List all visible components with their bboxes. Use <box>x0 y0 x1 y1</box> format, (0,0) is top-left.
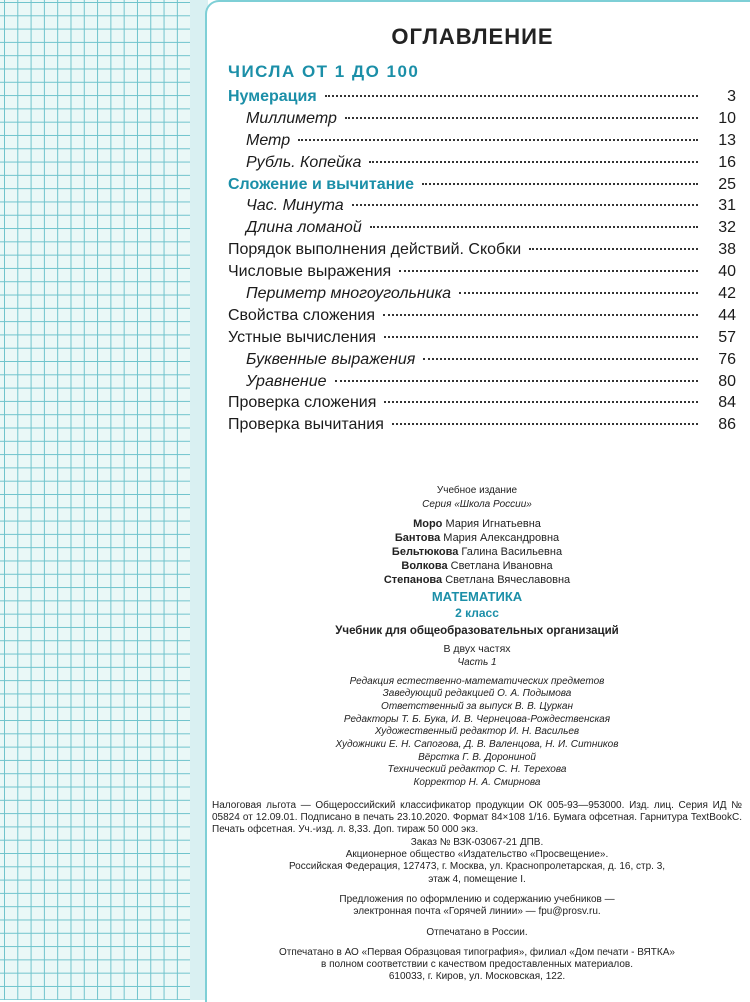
leader-dots <box>459 292 698 294</box>
subject-title: МАТЕМАТИКА <box>431 589 523 604</box>
author-line <box>212 517 742 531</box>
printer-line: Отпечатано в АО «Первая Образцовая типография», филиал «Дом печати - ВЯТКА» <box>279 946 675 958</box>
toc-entry <box>228 263 736 285</box>
leader-dots <box>325 95 698 97</box>
credits-list <box>212 676 742 790</box>
printed-in: Отпечатано в России. <box>426 926 528 938</box>
part-label: Часть 1 <box>457 657 497 668</box>
credit-line: Художники Е. Н. Сапогова, Д. В. Валенцова, Н. И. Ситников <box>335 739 619 751</box>
toc-entry-page: 80 <box>718 372 736 390</box>
toc-entry <box>228 307 736 329</box>
toc-entry <box>228 88 736 110</box>
toc-entry-label: Нумерация <box>228 88 317 105</box>
credit-line: Корректор Н. А. Смирнова <box>413 777 541 789</box>
toc-entry-page: 84 <box>718 394 736 412</box>
toc-entry-page: 10 <box>718 109 736 127</box>
toc-entry <box>228 154 736 176</box>
toc-entry-page: 86 <box>718 416 736 434</box>
proposal-line: Предложения по оформлению и содержанию учебников — <box>339 893 615 905</box>
toc-entry <box>228 416 736 438</box>
credit-line: Редакторы Т. Б. Бука, И. В. Чернецова-Рождественская <box>343 713 611 725</box>
toc-entry <box>228 110 736 132</box>
chapter-heading: ЧИСЛА ОТ 1 ДО 100 <box>228 62 420 81</box>
toc-entry <box>228 241 736 263</box>
toc-entry-page: 32 <box>718 219 736 237</box>
author-list <box>212 517 742 587</box>
toc-entry-label: Длина ломаной <box>246 219 362 237</box>
author-surname: Бантова <box>394 532 441 544</box>
author-name: Галина Васильевна <box>461 546 563 558</box>
proposal-line: электронная почта «Горячей линии» — fpu@prosv.ru. <box>353 906 601 918</box>
leader-dots <box>423 358 698 360</box>
toc-entry-page: 38 <box>718 241 736 259</box>
leader-dots <box>392 423 698 425</box>
publisher-line: этаж 4, помещение I. <box>428 873 526 885</box>
author-surname: Моро <box>413 518 443 530</box>
leader-dots <box>399 270 698 272</box>
toc-entry <box>228 285 736 307</box>
toc-entry-label: Уравнение <box>246 372 327 390</box>
toc-title: ОГЛАВЛЕНИЕ <box>391 24 554 49</box>
toc-entry <box>228 197 736 219</box>
toc-entry <box>228 351 736 373</box>
proposals-block <box>212 894 742 919</box>
credit-line: Заведующий редакцией О. А. Подымова <box>382 688 572 700</box>
author-name: Мария Игнатьевна <box>445 518 541 530</box>
author-line <box>212 559 742 573</box>
author-surname: Степанова <box>383 574 443 586</box>
toc-entry <box>228 394 736 416</box>
credit-line: Редакция естественно-математических предметов <box>349 675 605 687</box>
toc-entry-label: Устные вычисления <box>228 328 377 346</box>
toc-entry-page: 40 <box>718 263 736 281</box>
toc-entry-label: Рубль. Копейка <box>246 153 362 171</box>
leader-dots <box>345 117 698 119</box>
publisher-line: Российская Федерация, 127473, г. Москва, ул. Краснопролетарская, д. 16, стр. 3, <box>288 861 666 873</box>
toc-entry-label: Миллиметр <box>246 109 337 127</box>
printer-line: 610033, г. Киров, ул. Московская, 122. <box>388 971 566 983</box>
publisher-block <box>212 849 742 886</box>
toc-entry-label: Порядок выполнения действий. Скобки <box>228 241 522 259</box>
toc-entry-label: Свойства сложения <box>228 306 375 324</box>
author-name: Мария Александровна <box>443 532 560 544</box>
series-label: Серия «Школа России» <box>422 498 532 510</box>
toc-entry-page: 25 <box>718 175 736 193</box>
toc-entry-page: 13 <box>718 131 736 149</box>
leader-dots <box>352 204 698 206</box>
toc-entry-label: Метр <box>246 131 291 149</box>
toc-entry <box>228 373 736 395</box>
parts-label: В двух частях <box>443 642 511 655</box>
credit-line: Технический редактор С. Н. Терехова <box>387 764 567 776</box>
toc-entry-label: Периметр многоугольника <box>246 285 452 303</box>
credit-line: Ответственный за выпуск В. В. Цуркан <box>381 700 573 712</box>
author-line <box>212 573 742 587</box>
toc-entry-page: 44 <box>718 306 736 324</box>
order-number: Заказ № ВЗК-03067-21 ДПВ. <box>410 836 544 848</box>
leader-dots <box>369 161 698 163</box>
author-name: Светлана Вячеславовна <box>445 574 571 586</box>
edition-label: Учебное издание <box>436 485 518 496</box>
toc-entry-page: 3 <box>727 88 736 105</box>
imprint <box>212 484 742 984</box>
graph-paper-strip <box>0 0 190 1000</box>
toc-entry <box>228 132 736 154</box>
toc-entry-page: 16 <box>718 153 736 171</box>
toc-entry-page: 57 <box>718 328 736 346</box>
leader-dots <box>422 183 698 185</box>
leader-dots <box>370 226 698 228</box>
leader-dots <box>383 314 698 316</box>
leader-dots <box>335 380 699 382</box>
toc-entry-label: Сложение и вычитание <box>228 175 414 193</box>
textbook-label: Учебник для общеобразовательных организаций <box>335 625 619 637</box>
toc-entry <box>228 176 736 198</box>
table-of-contents <box>228 62 736 438</box>
toc-entry <box>228 329 736 351</box>
leader-dots <box>384 336 698 338</box>
author-surname: Волкова <box>401 560 448 572</box>
toc-entry-label: Проверка сложения <box>228 394 377 412</box>
printer-block <box>212 947 742 984</box>
toc-entry-label: Проверка вычитания <box>228 416 384 434</box>
toc-entry-page: 31 <box>718 197 736 215</box>
author-surname: Бельтюкова <box>391 546 459 558</box>
toc-entry-label: Час. Минута <box>246 197 344 215</box>
publisher-line: Акционерное общество «Издательство «Просвещение». <box>345 849 609 861</box>
toc-entry <box>228 219 736 241</box>
toc-entry-label: Числовые выражения <box>228 263 392 281</box>
author-name: Светлана Ивановна <box>450 560 553 572</box>
grade-label: 2 класс <box>455 606 499 620</box>
leader-dots <box>384 401 698 403</box>
leader-dots <box>529 248 698 250</box>
legal-text: Налоговая льгота — Общероссийский классификатор продукции ОК 005-93—953000. Изд. лиц. Серия ИД № 05824 от 12.09.01. Подписано в печать 23.10.2020. Формат 84×108 1/16. Бумага офсетная. Гарнитура TextBookC. Печать офсетная. Уч.-изд. л. 8,33. Доп. тираж 50 000 экз. <box>212 799 742 836</box>
printer-line: в полном соответствии с качеством предоставленных материалов. <box>320 959 634 971</box>
author-line <box>212 545 742 559</box>
toc-entry-page: 42 <box>718 285 736 303</box>
author-line <box>212 531 742 545</box>
leader-dots <box>298 139 698 141</box>
toc-entry-page: 76 <box>718 350 736 368</box>
credit-line: Художественный редактор И. Н. Васильев <box>374 726 580 738</box>
toc-entry-label: Буквенные выражения <box>246 350 416 368</box>
credit-line: Вёрстка Г. В. Дорониной <box>418 751 536 763</box>
